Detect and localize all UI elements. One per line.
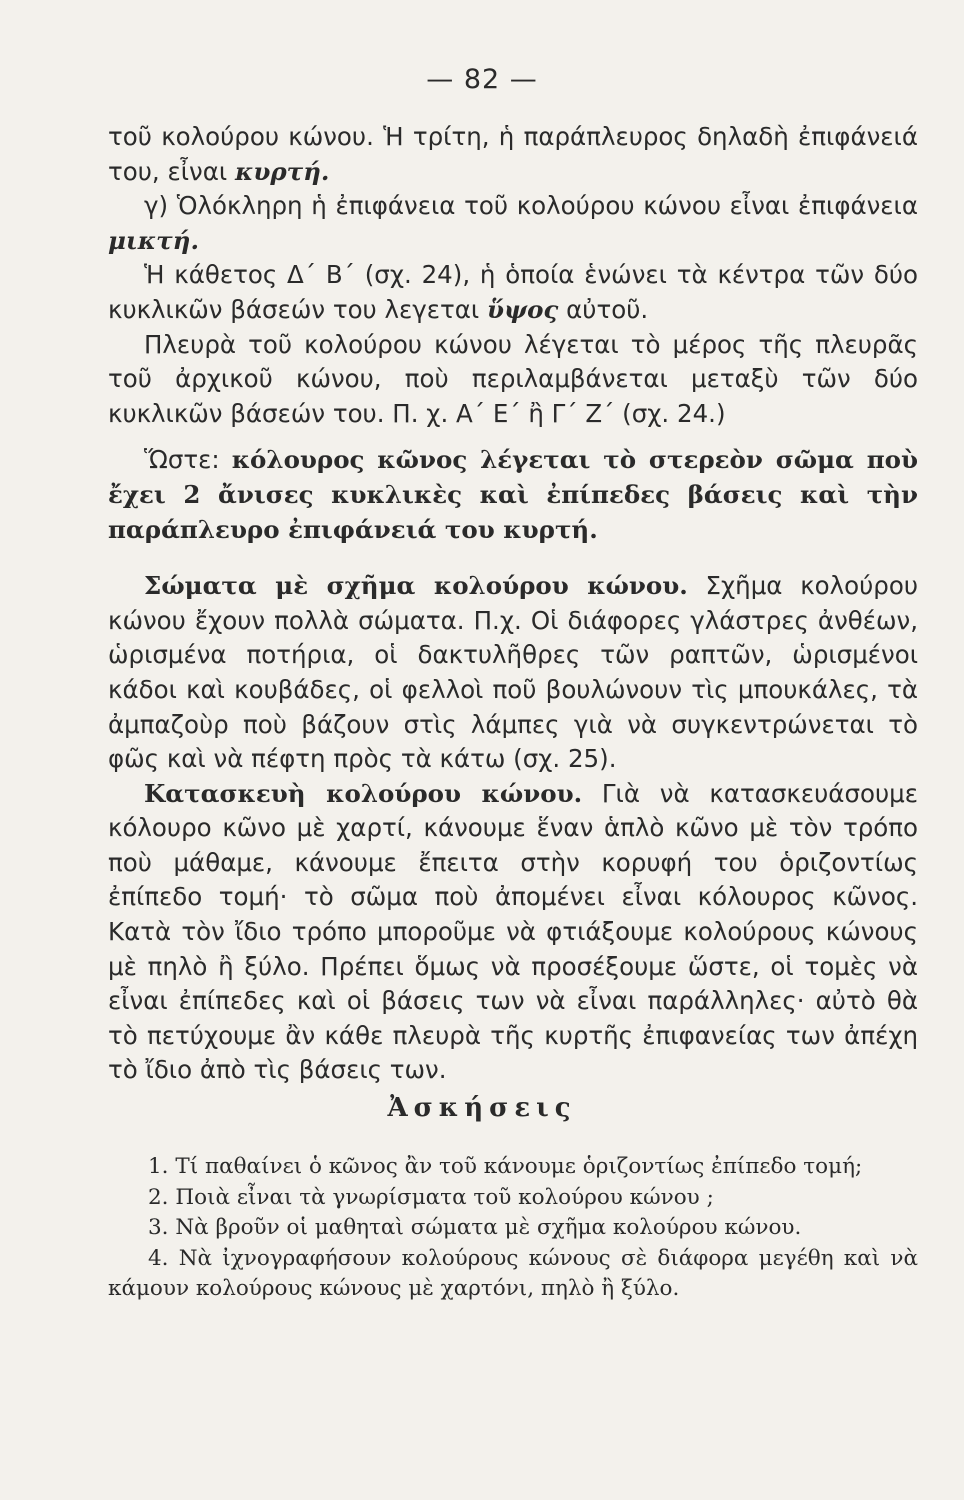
definition-frustum: κόλουρος κῶνος λέγεται τὸ στερεὸν σῶμα ποὺ ἔχει 2 ἄνισες κυκλικὲς καὶ ἐπίπεδες βάσεις καὶ τὴν παράπλευρο ἐπιφάνειά του κυρτή.	[108, 445, 918, 544]
exercise-item: 3. Νὰ βροῦν οἱ μαθηταὶ σώματα μὲ σχῆμα κολούρου κώνου.	[148, 1215, 802, 1240]
paragraph-1-text: τοῦ κολούρου κώνου. Ἡ τρίτη, ἡ παράπλευρος δηλαδὴ ἐπιφάνειά του, εἶναι	[108, 122, 918, 186]
term-mixed: μικτή.	[108, 225, 199, 255]
body-text	[108, 120, 918, 1088]
section-heading-objects: Σώματα μὲ σχῆμα κολούρου κώνου.	[144, 571, 688, 601]
paragraph-5-lead: Ὥστε:	[144, 445, 220, 475]
paragraph-3-text-start: Ἡ κάθετος Δ΄ Β΄ (σχ. 24), ἡ ὁποία ἑνώνει τὰ κέντρα τῶν δύο κυκλικῶν βάσεών του λεγεται	[108, 260, 918, 324]
paragraph-7-text: Γιὰ νὰ κατασκευάσουμε κόλουρο κῶνο μὲ χαρτί, κάνουμε ἕναν ἁπλὸ κῶνο μὲ τὸν τρόπο ποὺ μάθαμε, κάνουμε ἔπειτα στὴν κορυφή του ὁριζοντίως ἐπίπεδο τομή· τὸ σῶμα ποὺ ἀπομένει εἶναι κόλουρος κῶνος. Κατὰ τὸν ἴδιο τρόπο μποροῦμε νὰ φτιάξουμε κολούρους κώνους μὲ πηλὸ ἢ ξύλο. Πρέπει ὅμως νὰ προσέξουμε ὥστε, οἱ τομὲς νὰ εἶναι ἐπίπεδες καὶ οἱ βάσεις των νὰ εἶναι παράλληλες· αὐτὸ θὰ τὸ πετύχουμε ἂν κάθε πλευρὰ τῆς κυρτῆς ἐπιφανείας των ἀπέχη τὸ ἴδιο ἀπὸ τὶς βάσεις των.	[108, 778, 918, 1085]
page-number: — 82 —	[426, 64, 538, 95]
paragraph-3	[108, 258, 918, 327]
paragraph-6	[108, 569, 918, 777]
exercise-item: 4. Νὰ ἰχνογραφήσουν κολούρους κώνους σὲ διάφορα μεγέθη καὶ νὰ κάμουν κολούρους κώνους μὲ χαρτόνι, πηλὸ ἢ ξύλο.	[108, 1245, 918, 1301]
exercise-list	[108, 1152, 918, 1305]
paragraph-3-text-end: αὐτοῦ.	[566, 294, 649, 324]
paragraph-1	[108, 120, 918, 189]
paragraph-2-text: γ) Ὁλόκληρη ἡ ἐπιφάνεια τοῦ κολούρου κώνου εἶναι ἐπιφάνεια	[144, 191, 918, 221]
paragraph-6-text: Σχῆμα κολούρου κώνου ἔχουν πολλὰ σώματα. Π.χ. Οἱ διάφορες γλάστρες ἀνθέων, ὡρισμένα ποτήρια, οἱ δακτυλῆθρες τῶν ραπτῶν, ὡρισμένοι κάδοι καὶ κουβάδες, οἱ φελλοὶ ποῦ βουλώνουν τὶς μπουκάλες, τὰ ἀμπαζοὺρ ποὺ βάζουν στὶς λάμπες γιὰ νὰ συγκεντρώνεται τὸ φῶς καὶ νὰ πέφτη πρὸς τὰ κάτω (σχ. 25).	[108, 571, 919, 774]
paragraph-7	[108, 777, 918, 1088]
exercise-item: 1. Τί παθαίνει ὁ κῶνος ἂν τοῦ κάνουμε ὁριζοντίως ἐπίπεδο τομή;	[148, 1154, 863, 1179]
paragraph-5-definition	[108, 443, 918, 547]
section-heading-construction: Κατασκευὴ κολούρου κώνου.	[144, 778, 583, 808]
term-height: ὕψος	[487, 294, 559, 324]
exercises-heading: Ἀσκήσεις	[387, 1093, 577, 1123]
paragraph-4: Πλευρὰ τοῦ κολούρου κώνου λέγεται τὸ μέρος τῆς πλευρᾶς τοῦ ἀρχικοῦ κώνου, ποὺ περιλαμβάνεται μεταξὺ τῶν δύο κυκλικῶν βάσεών του. Π. χ. Α΄ Ε΄ ἢ Γ΄ Ζ΄ (σχ. 24.)	[108, 329, 918, 428]
term-convex: κυρτή.	[234, 156, 330, 186]
paragraph-2	[108, 189, 918, 258]
exercise-item: 2. Ποιὰ εἶναι τὰ γνωρίσματα τοῦ κολούρου κώνου ;	[148, 1184, 714, 1210]
